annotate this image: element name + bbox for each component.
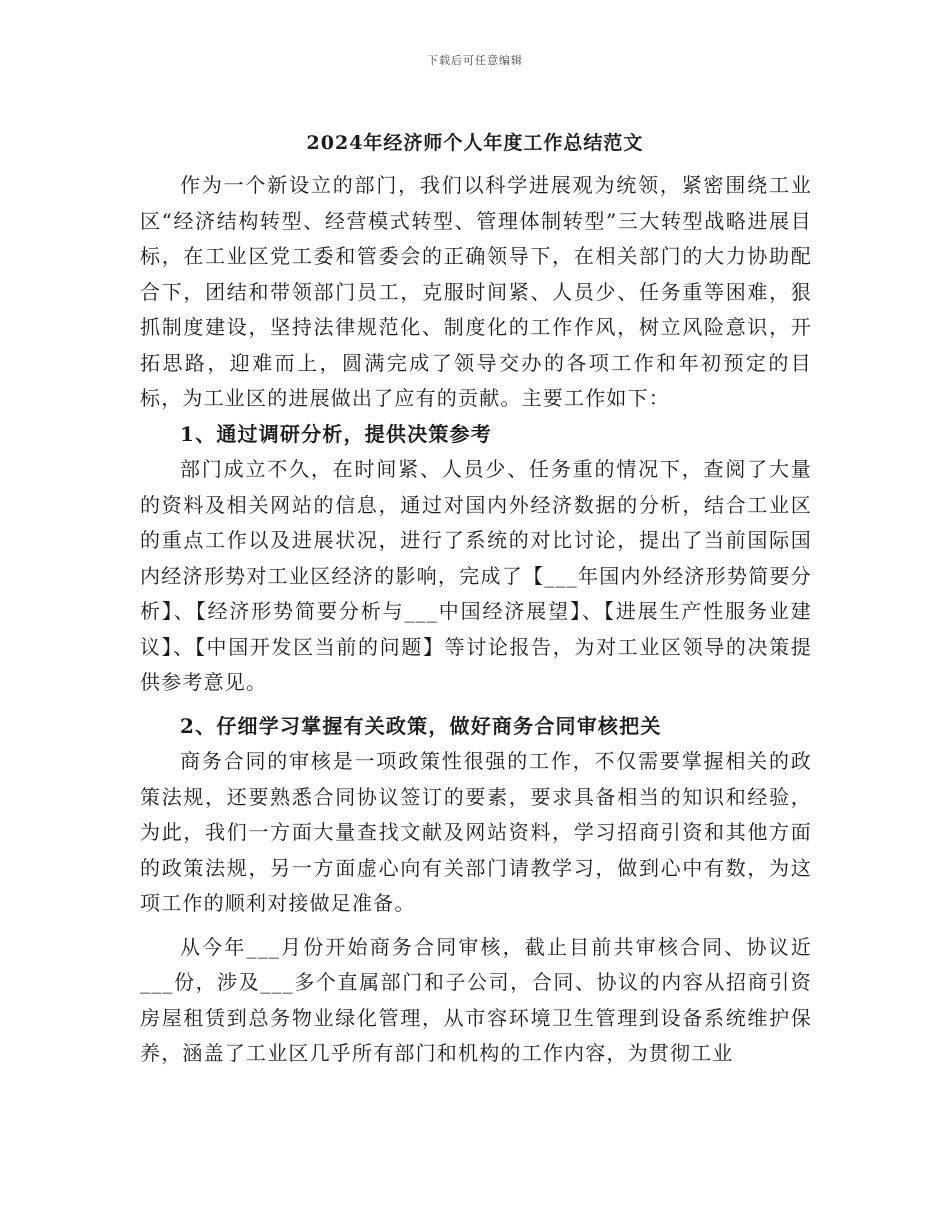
intro-paragraph: 作为一个新设立的部门，我们以科学进展观为统领，紧密围绕工业区“经济结构转型、经营模式转型、管理体制转型”三大转型战略进展目标，在工业区党工委和管委会的正确领导下，在相关部门的大力协助配合下，团结和带领部门员工，克服时间紧、人员少、任务重等困难，狠抓制度建设，坚持法律规范化、制度化的工作作风，树立风险意识，开拓思路，迎难而上，圆满完成了领导交办的各项工作和年初预定的目标，为工业区的进展做出了应有的贡献。主要工作如下： (140, 173, 812, 410)
section-1-paragraph: 部门成立不久，在时间紧、人员少、任务重的情况下，查阅了大量的资料及相关网站的信息，通过对国内外经济数据的分析，结合工业区的重点工作以及进展状况，进行了系统的对比讨论，提出了当前国际国内经济形势对工业区经济的影响，完成了【___年国内外经济形势简要分析】、【经济形势简要分析与___中国经济展望】、【进展生产性服务业建议】、【中国开发区当前的问题】等讨论报告，为对工业区领导的决策提供参考意见。 (140, 457, 812, 694)
section-heading-2: 2、仔细学习掌握有关政策，做好商务合同审核把关 (180, 713, 662, 738)
page-header-note: 下载后可任意编辑 (427, 54, 523, 67)
document-body (140, 168, 812, 1072)
section-heading-1: 1、通过调研分析，提供决策参考 (180, 421, 492, 446)
section-2-paragraph-2: 从今年___月份开始商务合同审核，截止目前共审核合同、协议近___份，涉及___多个直属部门和子公司，合同、协议的内容从招商引资房屋租赁到总务物业绿化管理，从市容环境卫生管理到设备系统维护保养，涵盖了工业区几乎所有部门和机构的工作内容，为贯彻工业 (140, 934, 812, 1065)
document-title: 2024年经济师个人年度工作总结范文 (306, 132, 644, 154)
section-2-paragraph-1: 商务合同的审核是一项政策性很强的工作，不仅需要掌握相关的政策法规，还要熟悉合同协议签订的要素，要求具备相当的知识和经验，为此，我们一方面大量查找文献及网站资料，学习招商引资和其他方面的政策法规，另一方面虚心向有关部门请教学习，做到心中有数，为这项工作的顺利对接做足准备。 (140, 749, 812, 915)
